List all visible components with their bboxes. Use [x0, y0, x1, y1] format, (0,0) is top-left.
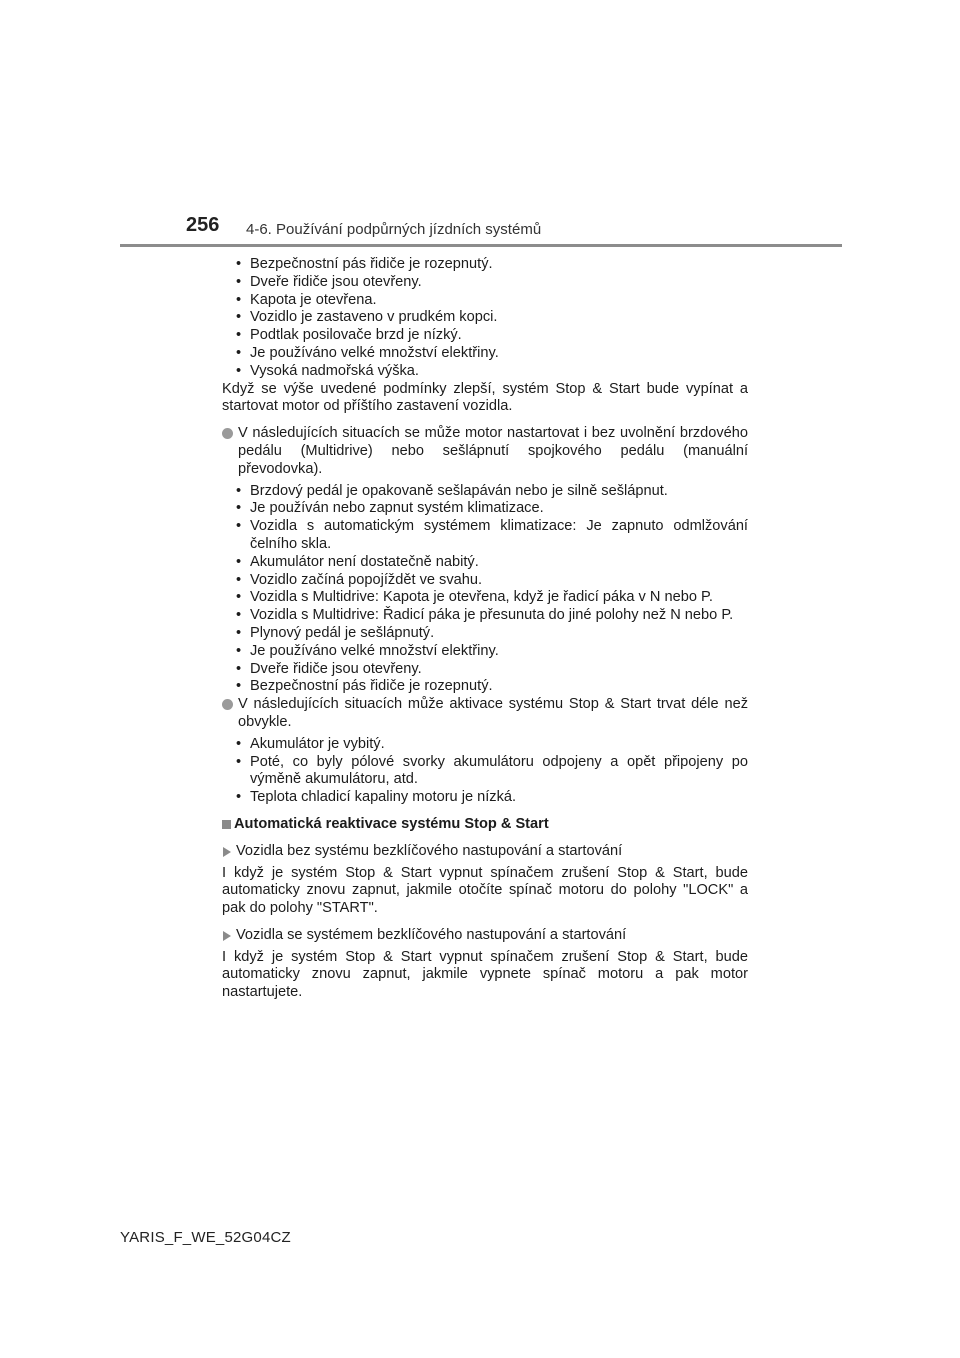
subsection-heading: Vozidla bez systému bezklíčového nastupování a startování — [222, 843, 748, 861]
condition-list-2 — [222, 483, 748, 697]
list-item: • Bezpečnostní pás řidiče je rozepnutý. — [236, 678, 493, 695]
header-rule — [120, 244, 842, 247]
triangle-bullet-icon — [223, 931, 231, 941]
triangle-bullet-icon — [223, 847, 231, 857]
list-item: • Vozidlo je zastaveno v prudkém kopci. — [236, 309, 498, 326]
page-header — [0, 0, 960, 250]
circle-bullet-icon — [222, 699, 233, 710]
page-content — [222, 256, 748, 1002]
condition-list-1 — [222, 256, 748, 381]
list-item: • Brzdový pedál je opakovaně sešlapáván nebo je silně sešlápnut. — [236, 482, 668, 499]
list-item: • Je používáno velké množství elektřiny. — [236, 642, 499, 659]
list-item: • Vozidla s Multidrive: Kapota je otevřena, když je řadicí páka v N nebo P. — [236, 589, 713, 606]
section-heading: Automatická reaktivace systému Stop & Start — [222, 816, 748, 834]
chapter-title: 4-6. Používání podpůrných jízdních systémů — [246, 221, 542, 238]
list-item: • Vysoká nadmořská výška. — [236, 362, 419, 379]
list-item: • Kapota je otevřena. — [236, 291, 377, 308]
list-item: • Bezpečnostní pás řidiče je rozepnutý. — [236, 256, 493, 272]
list-item: • Akumulátor je vybitý. — [236, 735, 385, 752]
condition-list-3 — [222, 736, 748, 807]
square-bullet-icon — [222, 820, 231, 829]
list-item: • Dveře řidiče jsou otevřeny. — [236, 660, 422, 677]
list-item: • Vozidlo začíná popojíždět ve svahu. — [236, 571, 483, 588]
paragraph: Když se výše uvedené podmínky zlepší, systém Stop & Start bude vypínat a startovat motor od příštího zastavení vozidla. — [222, 380, 748, 415]
circle-bullet-icon — [222, 428, 233, 439]
list-item: • Je používán nebo zapnut systém klimatizace. — [236, 500, 544, 517]
list-item: • Teplota chladicí kapaliny motoru je nízká. — [236, 789, 517, 806]
list-item: • Je používáno velké množství elektřiny. — [236, 344, 499, 361]
paragraph: I když je systém Stop & Start vypnut spínačem zrušení Stop & Start, bude automaticky znovu zapnut, jakmile otočíte spínač motoru do polohy "LOCK" a pak do polohy "START". — [222, 864, 748, 917]
note-item: V následujících situacích může aktivace systému Stop & Start trvat déle než obvykle. — [222, 696, 748, 732]
list-item: • Poté, co byly pólové svorky akumulátoru odpojeny a opět připojeny po výměně akumulátoru, atd. — [236, 753, 748, 788]
list-item: • Akumulátor není dostatečně nabitý. — [236, 553, 479, 570]
subsection-heading: Vozidla se systémem bezklíčového nastupování a startování — [222, 927, 748, 945]
page-number: 256 — [186, 214, 220, 236]
document-code: YARIS_F_WE_52G04CZ — [120, 1229, 291, 1246]
list-item: • Vozidla s Multidrive: Řadicí páka je přesunuta do jiné polohy než N nebo P. — [236, 607, 734, 624]
note-item: V následujících situacích se může motor nastartovat i bez uvolnění brzdového pedálu (Multidrive) nebo sešlápnutí spojkového pedálu (manuální převodovka). — [222, 425, 748, 478]
paragraph: I když je systém Stop & Start vypnut spínačem zrušení Stop & Start, bude automaticky znovu zapnut, jakmile vypnete spínač motoru a pak motor nastartujete. — [222, 948, 748, 1001]
list-item: • Podtlak posilovače brzd je nízký. — [236, 327, 462, 344]
list-item: • Plynový pedál je sešlápnutý. — [236, 624, 435, 641]
list-item: • Dveře řidiče jsou otevřeny. — [236, 273, 422, 290]
list-item: • Vozidla s automatickým systémem klimatizace: Je zapnuto odmlžování čelního skla. — [236, 518, 748, 552]
